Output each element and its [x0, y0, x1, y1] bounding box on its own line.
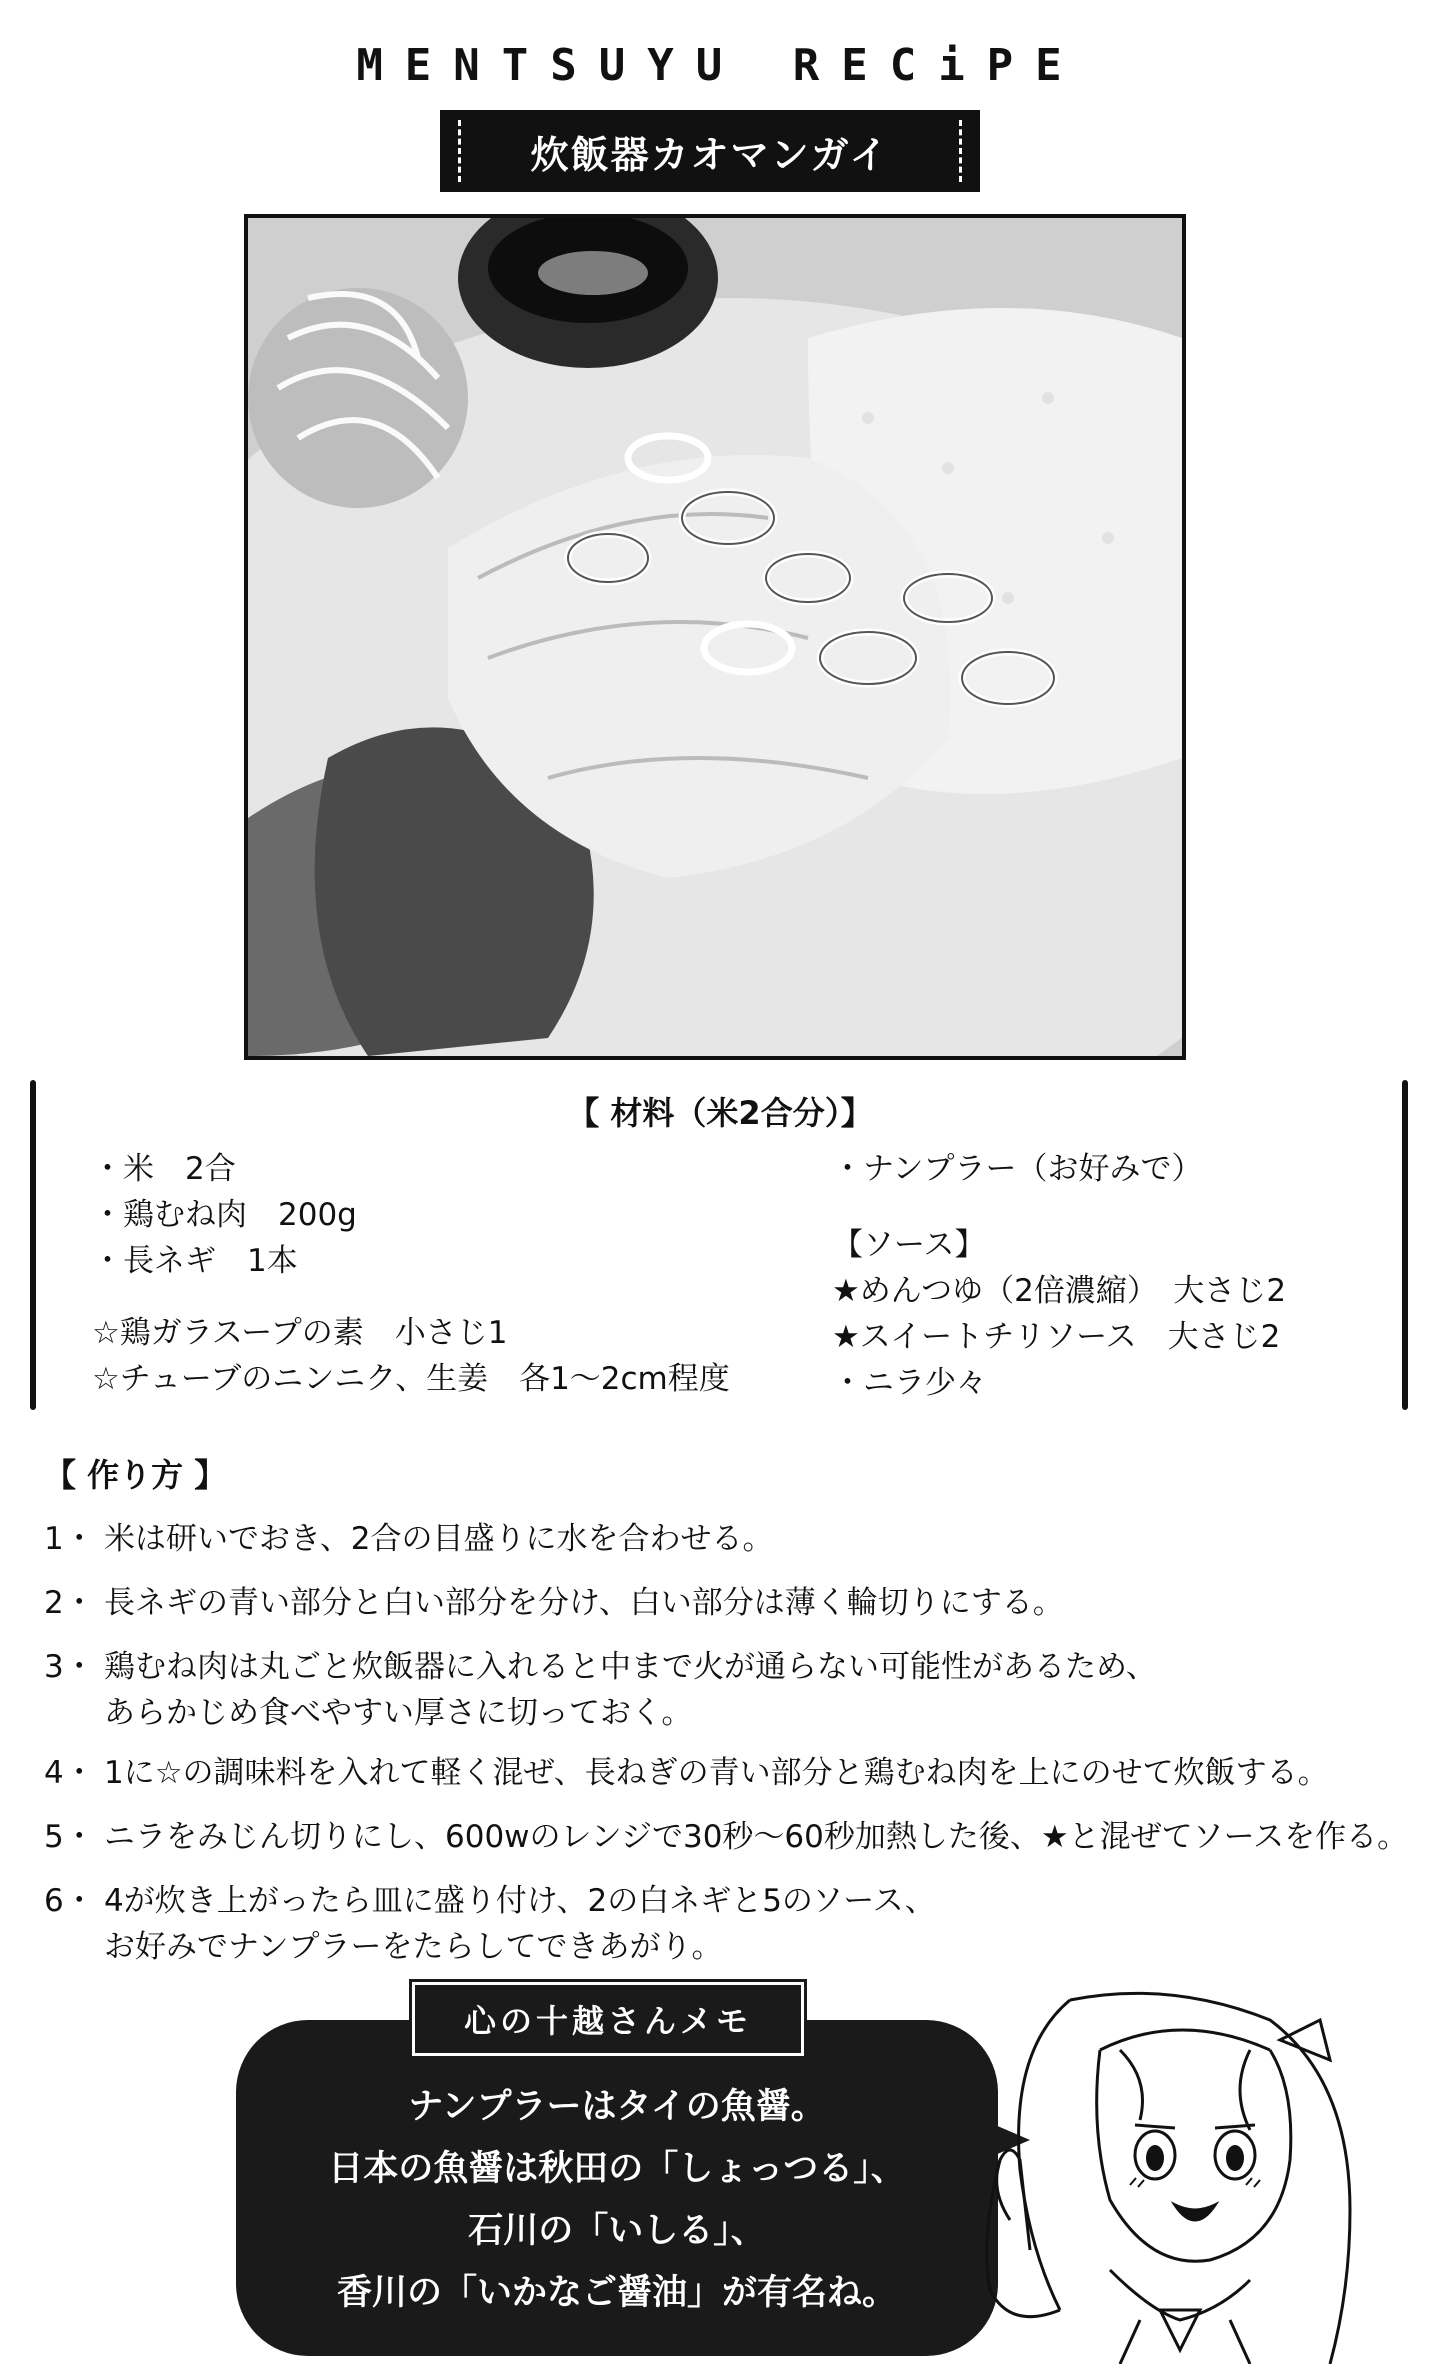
step-text: 長ネギの青い部分と白い部分を分け、白い部分は薄く輪切りにする。	[104, 1585, 1064, 1621]
ingredient-item: ・長ネギ 1本	[92, 1243, 298, 1279]
food-photo-icon	[244, 214, 1186, 1060]
step-item	[44, 1750, 1329, 1796]
step-text: 1に☆の調味料を入れて軽く混ぜ、長ねぎの青い部分と鶏むね肉を上にのせて炊飯する。	[104, 1755, 1329, 1791]
step-item	[44, 1580, 1064, 1626]
step-item	[44, 1814, 1408, 1860]
memo-text	[236, 2076, 998, 2324]
anime-girl-icon	[950, 1990, 1390, 2364]
step-number: 6・	[44, 1883, 95, 1919]
step-text: 米は研いでおき、2合の目盛りに水を合わせる。	[104, 1521, 774, 1557]
ingredient-item: ・鶏むね肉 200g	[92, 1197, 357, 1233]
memo-line: 日本の魚醤は秋田の「しょっつる」、	[328, 2149, 906, 2189]
step-text: あらかじめ食べやすい厚さに切っておく。	[104, 1695, 693, 1731]
memo-line: 石川の「いしる」、	[468, 2211, 766, 2251]
steps-heading: 【 作り方 】	[44, 1456, 227, 1494]
sauce-item: ★めんつゆ（2倍濃縮） 大さじ2	[832, 1273, 1287, 1309]
sauce-item: ・ニラ少々	[832, 1365, 987, 1401]
memo-line: ナンプラーはタイの魚醤。	[408, 2087, 826, 2127]
ingredient-item: ・米 2合	[92, 1151, 236, 1187]
sauce-heading: 【ソース】	[832, 1227, 986, 1263]
step-text: 4が炊き上がったら皿に盛り付け、2の白ネギと5のソース、	[104, 1883, 936, 1919]
step-item	[44, 1644, 1157, 1736]
step-item	[44, 1878, 936, 1970]
recipe-title: 炊飯器カオマンガイ	[458, 120, 962, 182]
memo-label: 心の十越さんメモ	[412, 1982, 804, 2056]
step-number: 1・	[44, 1521, 95, 1557]
ingredient-item: ☆鶏ガラスープの素 小さじ1	[92, 1315, 508, 1351]
ingredient-item: ☆チューブのニンニク、生姜 各1～2cm程度	[92, 1361, 730, 1397]
recipe-title-box	[440, 110, 980, 192]
ingredient-item: ・ナンプラー（お好みで）	[832, 1151, 1203, 1187]
sauce-item: ★スイートチリソース 大さじ2	[832, 1319, 1281, 1355]
step-text: お好みでナンプラーをたらしてできあがり。	[104, 1929, 723, 1965]
step-number: 2・	[44, 1585, 95, 1621]
step-text: 鶏むね肉は丸ごと炊飯器に入れると中まで火が通らない可能性があるため、	[104, 1649, 1157, 1685]
step-number: 4・	[44, 1755, 95, 1791]
memo-line: 香川の「いかなご醤油」が有名ね。	[336, 2273, 897, 2313]
ingredients-heading: 【 材料（米2合分）】	[567, 1094, 873, 1132]
step-number: 5・	[44, 1819, 95, 1855]
header-title: MENTSUYU RECiPE	[356, 40, 1084, 91]
step-text: ニラをみじん切りにし、600wのレンジで30秒～60秒加熱した後、★と混ぜてソースを作る。	[104, 1819, 1409, 1855]
step-item	[44, 1516, 773, 1562]
step-number: 3・	[44, 1649, 95, 1685]
